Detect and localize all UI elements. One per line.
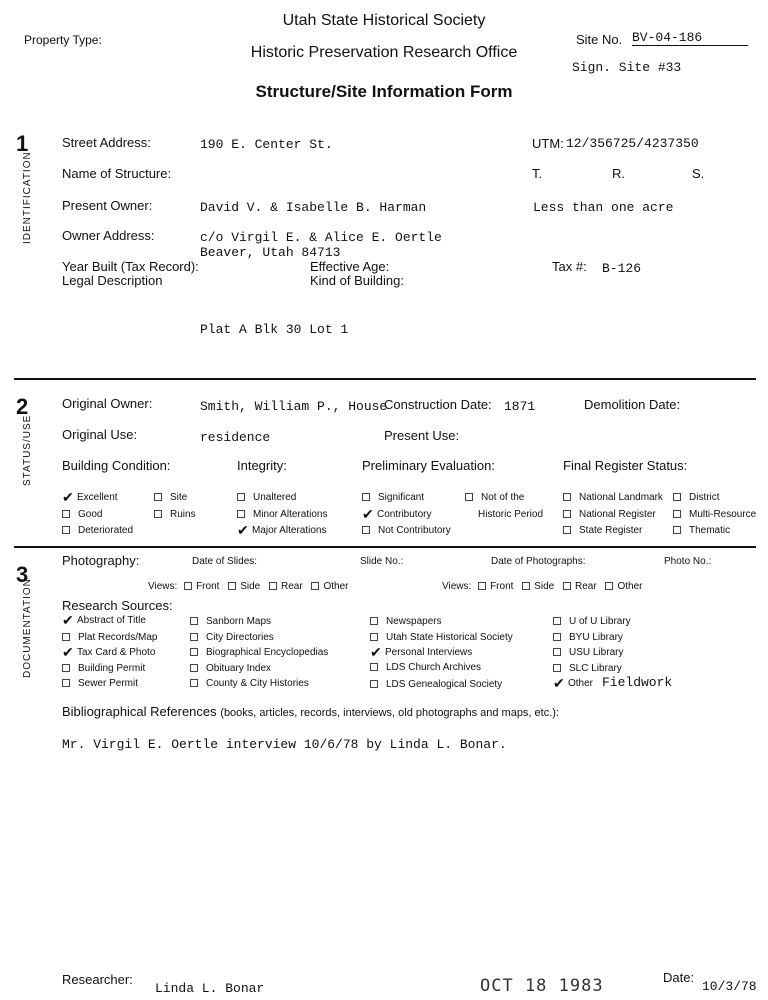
sign-site: Sign. Site #33 [572, 60, 682, 75]
demolition-date-label: Demolition Date: [584, 397, 681, 412]
source-ushs[interactable]: Utah State Historical Society [370, 632, 513, 643]
site-no-value: BV-04-186 [632, 30, 748, 46]
checkbox-icon [370, 663, 378, 671]
ruins-checkbox[interactable]: Ruins [154, 509, 196, 520]
section-3-number: 3 [16, 562, 29, 587]
photo-views: Views: Front Side Rear Other [442, 581, 643, 592]
section-3-side-label: DOCUMENTATION [22, 578, 33, 678]
date-label: Date: [663, 970, 695, 985]
tax-label: Tax #: [552, 259, 587, 274]
source-lds-archives[interactable]: LDS Church Archives [370, 662, 481, 673]
section-1-side-label: IDENTIFICATION [22, 151, 33, 244]
present-use-label: Present Use: [384, 428, 460, 443]
utm-label: UTM: [532, 136, 564, 151]
checkbox-icon [370, 633, 378, 641]
research-sources-label: Research Sources: [62, 598, 173, 613]
other-source-value: Fieldwork [602, 675, 673, 690]
site-no-label: Site No. [576, 32, 623, 47]
present-owner-label: Present Owner: [62, 198, 153, 213]
source-byu[interactable]: BYU Library [553, 632, 623, 643]
source-other[interactable]: ✔ Other [553, 675, 594, 692]
checkbox-icon [673, 510, 681, 518]
source-abstract[interactable]: ✔ Abstract of Title [62, 612, 146, 629]
effective-age-label: Effective Age: [310, 259, 390, 274]
source-sanborn[interactable]: Sanborn Maps [190, 616, 271, 627]
source-slc[interactable]: SLC Library [553, 663, 622, 674]
section-label: S. [692, 166, 705, 181]
prelim-contributory[interactable]: ✔ Contributory [362, 506, 432, 523]
source-usu[interactable]: USU Library [553, 647, 623, 658]
legal-description-label: Legal Description [62, 273, 163, 288]
original-use-value: residence [200, 430, 271, 445]
received-date-stamp: OCT 18 1983 [480, 976, 604, 996]
section-2-number: 2 [16, 394, 29, 419]
office-title: Historic Preservation Research Office [250, 44, 518, 61]
final-district[interactable]: District [673, 492, 720, 503]
final-state-register[interactable]: State Register [563, 525, 642, 536]
final-thematic[interactable]: Thematic [673, 525, 730, 536]
checkbox-icon [563, 510, 571, 518]
checkbox-icon [62, 510, 70, 518]
checkbox-icon [673, 493, 681, 501]
construction-date-label: Construction Date: [384, 397, 492, 412]
building-condition-label: Building Condition: [62, 458, 171, 473]
source-biographical[interactable]: Biographical Encyclopedias [190, 647, 328, 658]
final-national-register[interactable]: National Register [563, 509, 656, 520]
original-owner-label: Original Owner: [62, 396, 153, 411]
year-built-label: Year Built (Tax Record): [62, 259, 199, 274]
bibliographical-value: Mr. Virgil E. Oertle interview 10/6/78 by Linda L. Bonar. [62, 737, 507, 752]
integrity-label: Integrity: [237, 458, 287, 473]
prelim-not-historic[interactable]: Not of the [465, 492, 524, 503]
legal-description-value: Plat A Blk 30 Lot 1 [200, 322, 349, 337]
tax-value: B-126 [602, 261, 642, 276]
section-divider-2 [14, 546, 756, 548]
checkbox-icon [553, 664, 561, 672]
checkbox-icon[interactable] [563, 582, 571, 590]
checkbox-icon[interactable] [269, 582, 277, 590]
checkbox-icon [154, 493, 162, 501]
checkbox-icon[interactable] [311, 582, 319, 590]
range-label: R. [612, 166, 625, 181]
section-divider-1 [14, 378, 756, 380]
present-owner-value: David V. & Isabelle B. Harman [200, 200, 427, 215]
check-mark-icon: ✔ [62, 644, 74, 661]
source-sewer-permit[interactable]: Sewer Permit [62, 678, 138, 689]
source-personal-interviews[interactable]: ✔ Personal Interviews [370, 644, 473, 661]
acreage-value: Less than one acre [533, 200, 674, 215]
section-2-side-label: STATUS/USE [22, 414, 33, 486]
township-label: T. [532, 166, 543, 181]
final-multi-resource[interactable]: Multi-Resource [673, 509, 756, 520]
checkbox-icon [563, 526, 571, 534]
utm-value: 12/356725/4237350 [566, 136, 699, 151]
owner-address-line2: Beaver, Utah 84713 [200, 245, 341, 260]
checkbox-icon [154, 510, 162, 518]
street-address-label: Street Address: [62, 135, 151, 150]
checkbox-icon [465, 493, 473, 501]
checkbox-icon [190, 664, 198, 672]
checkbox-icon [370, 617, 378, 625]
source-u-of-u[interactable]: U of U Library [553, 616, 631, 627]
checkbox-icon [190, 648, 198, 656]
form-title: Structure/Site Information Form [255, 82, 513, 101]
researcher-label: Researcher: [62, 972, 133, 987]
photo-no-label: Photo No.: [664, 556, 712, 567]
source-plat-records[interactable]: Plat Records/Map [62, 632, 157, 643]
checkbox-icon [370, 680, 378, 688]
checkbox-icon [62, 526, 70, 534]
kind-of-building-label: Kind of Building: [310, 273, 404, 288]
source-obituary[interactable]: Obituary Index [190, 663, 271, 674]
integrity-minor[interactable]: Minor Alterations [237, 509, 327, 520]
slide-views: Views: Front Side Rear Other [148, 581, 349, 592]
source-lds-genealogical[interactable]: LDS Genealogical Society [370, 679, 502, 690]
check-mark-icon: ✔ [237, 522, 249, 539]
prelim-not-contributory[interactable]: Not Contributory [362, 525, 451, 536]
checkbox-icon[interactable] [522, 582, 530, 590]
owner-address-label: Owner Address: [62, 228, 155, 243]
checkbox-icon[interactable] [605, 582, 613, 590]
prelim-significant[interactable]: Significant [362, 492, 424, 503]
checkbox-icon [190, 633, 198, 641]
integrity-unaltered[interactable]: Unaltered [237, 492, 296, 503]
condition-good[interactable]: Good [62, 509, 102, 520]
checkbox-icon [553, 633, 561, 641]
checkbox-icon [553, 648, 561, 656]
check-mark-icon: ✔ [62, 612, 74, 629]
source-county-histories[interactable]: County & City Histories [190, 678, 309, 689]
check-mark-icon: ✔ [370, 644, 382, 661]
original-use-label: Original Use: [62, 427, 138, 442]
source-tax-card[interactable]: ✔ Tax Card & Photo [62, 644, 156, 661]
checkbox-icon [62, 664, 70, 672]
integrity-major[interactable]: ✔ Major Alterations [237, 522, 327, 539]
construction-date-value: 1871 [504, 399, 536, 414]
org-title: Utah State Historical Society [282, 12, 486, 29]
preliminary-evaluation-label: Preliminary Evaluation: [362, 458, 495, 473]
checkbox-icon [673, 526, 681, 534]
check-mark-icon: ✔ [362, 506, 374, 523]
checkbox-icon [62, 633, 70, 641]
bibliographical-label: Bibliographical References (books, articles, records, interviews, old photographs and maps, etc.): [62, 704, 559, 719]
checkbox-icon [362, 526, 370, 534]
checkbox-icon[interactable] [228, 582, 236, 590]
source-newspapers[interactable]: Newspapers [370, 616, 442, 627]
condition-excellent[interactable]: ✔ Excellent [62, 489, 118, 506]
check-mark-icon: ✔ [62, 489, 74, 506]
checkbox-icon [553, 617, 561, 625]
photography-label: Photography: [62, 553, 140, 568]
researcher-value: Linda L. Bonar [155, 981, 265, 996]
property-type-label: Property Type: [24, 33, 102, 47]
date-of-slides-label: Date of Slides: [192, 556, 258, 567]
date-value: 10/3/78 [702, 979, 757, 994]
checkbox-icon[interactable] [184, 582, 192, 590]
original-owner-value: Smith, William P., House [200, 399, 388, 414]
checkbox-icon [190, 679, 198, 687]
source-city-directories[interactable]: City Directories [190, 632, 274, 643]
owner-address-line1: c/o Virgil E. & Alice E. Oertle [200, 230, 442, 245]
condition-deteriorated[interactable]: Deteriorated [62, 525, 133, 536]
checkbox-icon [62, 679, 70, 687]
checkbox-icon [563, 493, 571, 501]
street-address-value: 190 E. Center St. [200, 137, 333, 152]
checkbox-icon [190, 617, 198, 625]
final-national-landmark[interactable]: National Landmark [563, 492, 663, 503]
structure-name-label: Name of Structure: [62, 166, 172, 181]
slide-no-label: Slide No.: [360, 556, 404, 567]
check-mark-icon: ✔ [553, 675, 565, 692]
historic-period-text: Historic Period [478, 509, 544, 520]
site-checkbox[interactable]: Site [154, 492, 187, 503]
date-of-photographs-label: Date of Photographs: [491, 556, 586, 567]
checkbox-icon[interactable] [478, 582, 486, 590]
checkbox-icon [237, 510, 245, 518]
checkbox-icon [237, 493, 245, 501]
checkbox-icon [362, 493, 370, 501]
final-register-label: Final Register Status: [563, 458, 688, 473]
source-building-permit[interactable]: Building Permit [62, 663, 145, 674]
section-1-number: 1 [16, 131, 29, 156]
